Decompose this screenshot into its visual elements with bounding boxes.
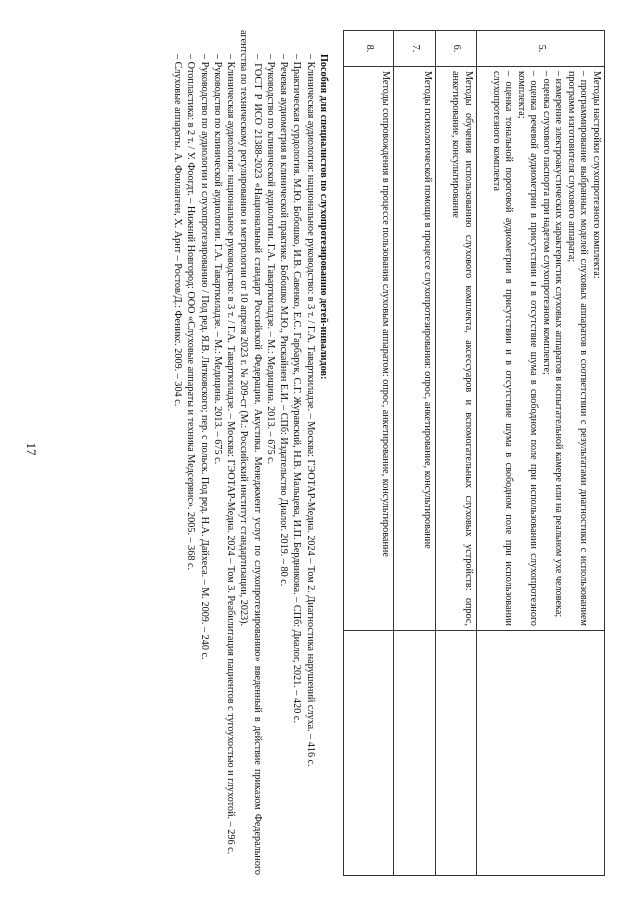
row-number: 8. <box>344 31 394 67</box>
empty-cell <box>344 631 394 876</box>
row-line: – оценка слухового паспорта при надетом слухопротезном комплекте; <box>540 71 552 375</box>
empty-cell <box>436 631 476 876</box>
rotated-page-content <box>55 30 605 875</box>
row-line: Методы сопровождения в процессе пользования слуховым аппаратом: опрос, анкетирование, консультирование <box>380 71 392 557</box>
reference-item: – Речевая аудиометрия в клинической практике. Бобошко М.Ю., Рискайнен Е.И. – СПб: Издательство Диалог. 2019. – 80 с. <box>278 54 290 587</box>
reference-item: – Руководство по клинической аудиологии. Г.А. Таварткиладзе. – М.: Медицина. 2013. – 675 с. <box>265 54 276 465</box>
table-row <box>394 31 436 876</box>
reference-item: – Отопластика: в 2 т. / У. Фоогдт. – Нижний Новгород: ООО «Слуховые аппараты и техника Медсервис». 2005. – 368 с. <box>185 54 197 571</box>
row-line: – оценка речевой аудиометрии в присутствии и в отсутствие шума в свободном поле при использовании слухопротезного комплекта; <box>515 71 540 626</box>
row-line: – измерение электроакустических характеристик слуховых аппаратов в испытательной камере или на реальном ухе человека; <box>553 71 565 618</box>
reference-item: – Практическая сурдология. М.Ю. Бобошко, И.В. Савенко, Е.С. Гарбарук, С.Г. Журавский, Н.В. Мальцева, И.П. Бердникова. – СПб: Диалог, 2021. – 420 с. <box>291 54 303 723</box>
row-text <box>344 67 394 631</box>
row-line: Методы настройки слухопротезного комплекта: <box>591 71 602 279</box>
row-text <box>436 67 476 631</box>
references-title: Пособия для специалистов по слухопротезированию детей-инвалидов: <box>318 54 329 380</box>
reference-item: – Руководство по клинической аудиологии. Г.А. Таварткиладзе. – М.: Медицина. 2013. – 675 с. <box>212 54 223 465</box>
methods-table <box>343 30 605 876</box>
row-line: Методы психологической помощи в процессе слухопротезирования: опрос, анкетирование, консультирование <box>422 71 434 549</box>
row-text <box>394 67 436 631</box>
row-number: 7. <box>394 31 436 67</box>
references-section <box>171 30 330 875</box>
page-number: 17 <box>24 442 39 456</box>
row-text <box>476 67 604 631</box>
row-line: – программирование выбранных моделей слуховых аппаратов в соответствии с результатами диагностики с использованием программ изготовителя слухового аппарата; <box>565 71 590 626</box>
empty-cell <box>476 631 604 876</box>
table-row <box>476 31 604 876</box>
row-line: Методы обучения использованию слухового комплекта, аксессуаров и вспомогательных слуховых устройств: опрос, анкетирование, консультирование <box>449 71 474 626</box>
reference-item: – ГОСТ Р ИСО 21388-2023 «Национальный стандарт Российской Федерации. Акустика. Менеджмент услуг по слухопротезированию» введенный в действие приказом Федерального агентства по техническому регулированию и метрологии от 10 апреля 2023 г. № 209-ст (М.: Российский институт стандартизации, 2023). <box>238 30 263 875</box>
row-line: – оценка тональной пороговой аудиометрии в присутствии и в отсутствие шума в свободном поле при использовании слухопротезного комплекта <box>490 71 515 626</box>
empty-cell <box>394 631 436 876</box>
row-number: 5. <box>476 31 604 67</box>
table-row <box>436 31 476 876</box>
reference-item: – Руководство по аудиологии и слухопротезированию / Под ред. Я.В. Лятковского; пер. с польск. Под ред. Н.А. Дайхеса. – М. 2009. – 240 с. <box>198 54 210 660</box>
reference-item: – Клиническая аудиология: национальное руководство: в 3 т. / Г.А. Таварткиладзе. – Москва: ГЭОТАР-Медиа. 2024 – Том 2. Диагностика нарушений слуха. – 416 с. <box>304 54 316 767</box>
reference-item: – Клиническая аудиология: национальное руководство: в 3 т. / Г.А. Таварткиладзе. – Москва: ГЭОТАР-Медиа. 2024 – Том 3. Реабилитация пациентов с тугоухостью и глухотой. – 296 с. <box>225 54 237 855</box>
table-row <box>344 31 394 876</box>
row-number: 6. <box>436 31 476 67</box>
reference-item: – Слуховые аппараты. А. Фонлантен, Х. Арнт – Ростов/Д.: Феникс. 2009. – 304 с. <box>172 54 184 407</box>
